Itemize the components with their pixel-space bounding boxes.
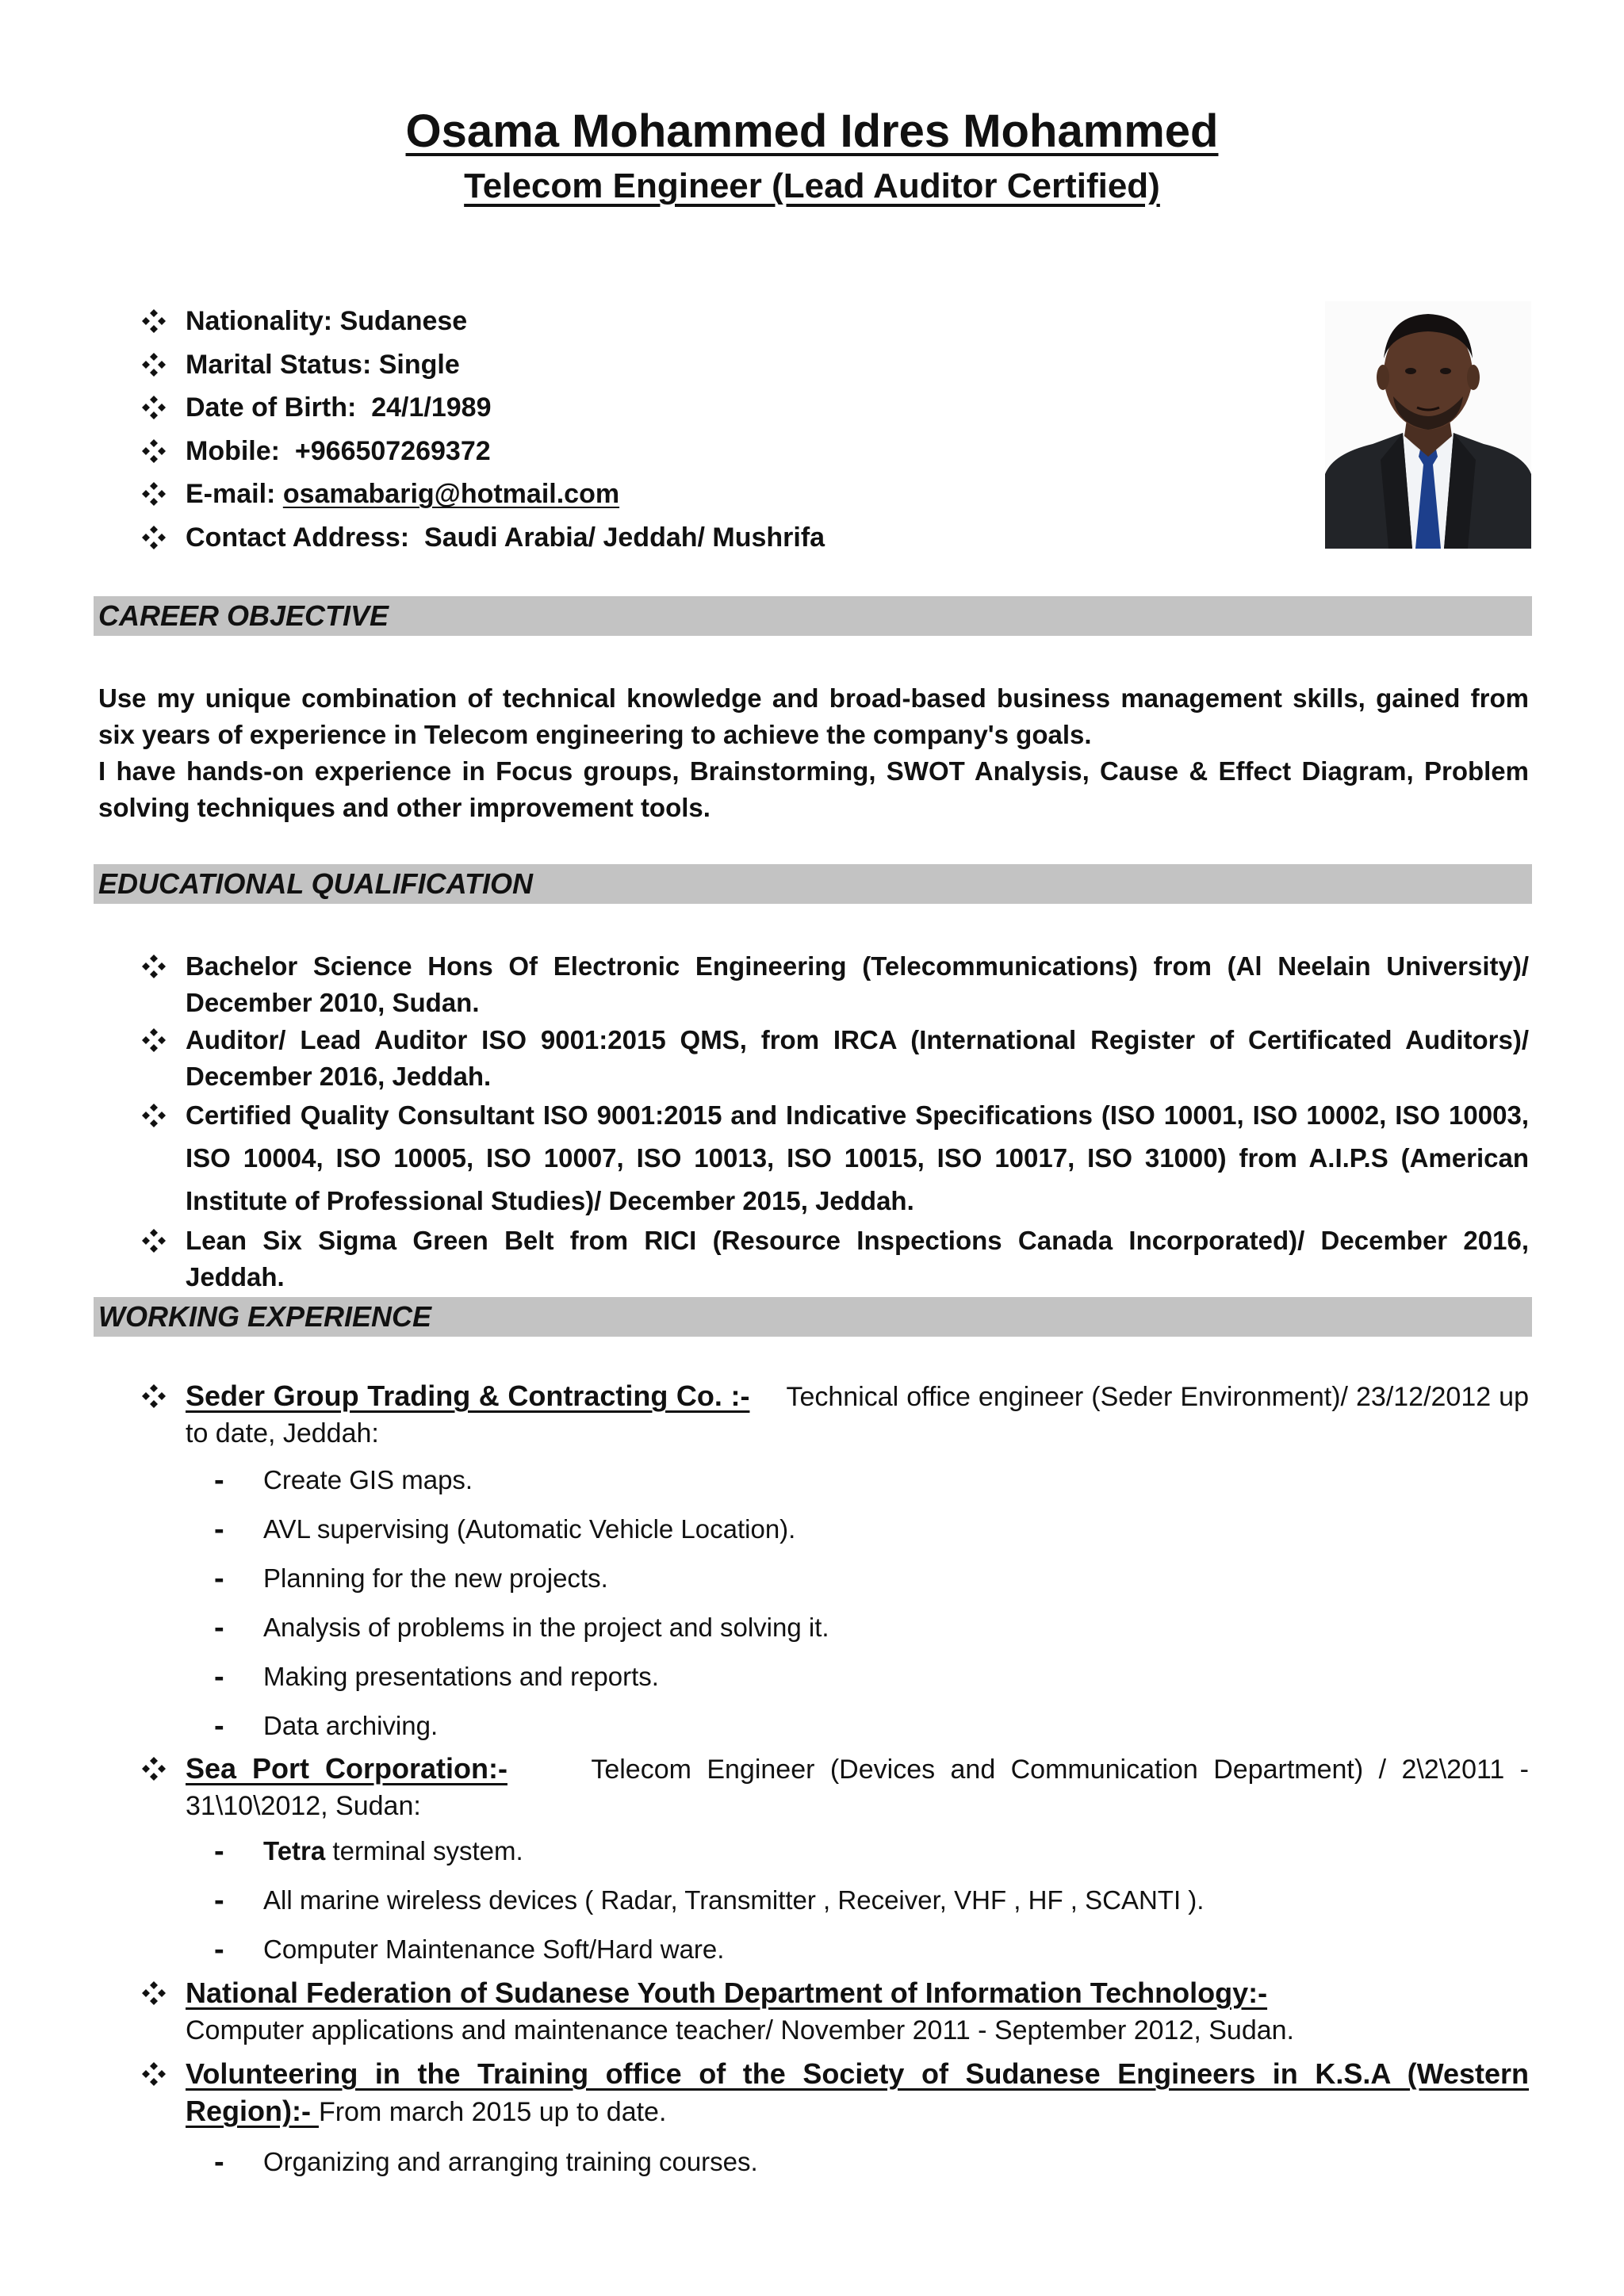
- career-objective-paragraph-1: Use my unique combination of technical knowledge and broad-based business management skills, gained from six years of experience in Telecom engineering to achieve the company's goals.: [98, 683, 1529, 749]
- resume-page: Osama Mohammed Idres Mohammed Telecom Engineer (Lead Auditor Certified) Nationality: Sudanese Marital Status: Single Date of Birth: 24/1/1989 Mobile: +966507269372 E-mail: osamabarig@hotmail.com Contact Address: Saudi Arabia/ Jeddah/ Mushrifa CAREER OBJECTIVE Use my unique combination of technical knowledge and broad-based business management skills, gained from six years of experience in Telecom engineering to achieve the company's goals. I have hands-on experience in Focus groups, Brainstorming, SWOT Analysis, Cause & Effect Diagram, Problem solving techniques and other improvement tools. EDUCATIONAL QUALIFICATION Bachelor Science Hons Of Electronic Engineering (Telecommunications) from (Al Neelain University)/ December 2010, Sudan. Auditor/ Lead Auditor ISO 9001:2015 QMS, from IRCA (International Register of Certificated Auditors)/ December 2016, Jeddah. Certified Quality Consultant ISO 9001:2015 and Indicative Specifications (ISO 10001, ISO 10002, ISO 10003, ISO 10004, ISO 10005, ISO 10007, ISO 10013, ISO 10015, ISO 10017, ISO 31000) from A.I.P.S (American Institute of Professional Studies)/ December 2015, Jeddah. Lean Six Sigma Green Belt from RICI (Resource Inspections Canada Incorporated)/ December 2016, Jeddah. WORKING EXPERIENCE Seder Group Trading & Contracting Co. :- Technical office engineer (Seder Environment)/ 23/12/2012 up to date, Jeddah: - Create GIS maps. - AVL supervising (Automatic Vehicle Location). - Planning for the new projects. - Analysis of problems in the project and solving it. - Making presentations and reports. - Data archiving. Sea Port Corporation:- Telecom Engineer (Devices and Communication Department) / 2\2\2011 - 31\10\2012, Sudan: - Tetra terminal system. - All marine wireless devices ( Radar, Transmitter , Receiver, VHF , HF , SCANTI ). - Computer Maintenance Soft/Hard ware. National Federation of Sudanese Youth Department of Information Technology:- Computer applications and maintenance teacher/ November 2011 - September 2012, Sudan. Volunteering in the Training office of the Society of Sudanese Engineers in K.S.A (Western Region):- From march 2015 up to date. - Organizing and arranging training courses.: [0, 0, 1624, 2296]
- diamond-bullet-icon: [141, 481, 167, 507]
- email-link[interactable]: osamabarig@hotmail.com: [282, 479, 620, 509]
- diamond-bullet-icon: [141, 1103, 167, 1128]
- portrait-image: [1325, 301, 1531, 549]
- info-contact-address: Contact Address: Saudi Arabia/ Jeddah/ Mushrifa: [141, 516, 825, 560]
- profile-photo: [1325, 301, 1531, 549]
- education-item: Bachelor Science Hons Of Electronic Engineering (Telecommunications) from (Al Neelain University)/ December 2010, Sudan.: [141, 948, 1529, 1021]
- diamond-bullet-icon: [141, 2061, 167, 2087]
- employer-name: Seder Group Trading & Contracting Co. :-: [186, 1380, 750, 1412]
- job-role: Computer applications and maintenance teacher/ November 2011 - September 2012, Sudan.: [186, 2015, 1295, 2045]
- experience-item: [141, 1751, 1529, 1824]
- candidate-name: Osama Mohammed Idres Mohammed: [405, 105, 1219, 157]
- job-role: From march 2015 up to date.: [318, 2097, 667, 2127]
- diamond-bullet-icon: [141, 1383, 167, 1409]
- diamond-bullet-icon: [141, 395, 167, 420]
- experience-item: [141, 2056, 1529, 2130]
- education-item: Auditor/ Lead Auditor ISO 9001:2015 QMS, from IRCA (International Register of Certificated Auditors)/ December 2016, Jeddah.: [141, 1022, 1529, 1095]
- education-item: Lean Six Sigma Green Belt from RICI (Resource Inspections Canada Incorporated)/ December 2016, Jeddah.: [141, 1223, 1529, 1295]
- info-email: E-mail: osamabarig@hotmail.com: [141, 473, 825, 516]
- employer-name: National Federation of Sudanese Youth Department of Information Technology:-: [186, 1976, 1268, 2009]
- employer-name: Sea Port Corporation:-: [186, 1752, 508, 1785]
- personal-info-list: [141, 300, 825, 559]
- diamond-bullet-icon: [141, 438, 167, 464]
- info-date-of-birth: Date of Birth: 24/1/1989: [141, 386, 825, 430]
- info-marital-status: Marital Status: Single: [141, 343, 825, 387]
- diamond-bullet-icon: [141, 954, 167, 979]
- education-item: Certified Quality Consultant ISO 9001:2015 and Indicative Specifications (ISO 10001, ISO 10002, ISO 10003, ISO 10004, ISO 10005, ISO 10007, ISO 10013, ISO 10015, ISO 10017, ISO 31000) from A.I.P.S (American Institute of Professional Studies)/ December 2015, Jeddah.: [141, 1094, 1529, 1223]
- diamond-bullet-icon: [141, 1228, 167, 1253]
- job-role: Technical office engineer (Seder Environment)/ 23/12/2012 up to date, Jeddah:: [186, 1382, 1529, 1448]
- info-mobile: Mobile: +966507269372: [141, 430, 825, 473]
- experience-item: [141, 1975, 1529, 2049]
- employer-name: Volunteering in the Training office of the Society of Sudanese Engineers in K.S.A (Western Region):-: [186, 2057, 1529, 2127]
- section-header-experience: WORKING EXPERIENCE: [94, 1297, 1532, 1337]
- diamond-bullet-icon: [141, 352, 167, 377]
- section-header-career-objective: CAREER OBJECTIVE: [94, 596, 1532, 636]
- diamond-bullet-icon: [141, 1980, 167, 2006]
- job-role: Telecom Engineer (Devices and Communication Department) / 2\2\2011 - 31\10\2012, Sudan:: [186, 1755, 1529, 1821]
- candidate-title: Telecom Engineer (Lead Auditor Certified): [464, 166, 1160, 205]
- diamond-bullet-icon: [141, 308, 167, 334]
- career-objective-paragraph-2: I have hands-on experience in Focus groups, Brainstorming, SWOT Analysis, Cause & Effect Diagram, Problem solving techniques and other improvement tools.: [98, 756, 1529, 822]
- diamond-bullet-icon: [141, 1756, 167, 1781]
- section-header-education: EDUCATIONAL QUALIFICATION: [94, 864, 1532, 904]
- diamond-bullet-icon: [141, 1027, 167, 1053]
- diamond-bullet-icon: [141, 525, 167, 550]
- info-nationality: Nationality: Sudanese: [141, 300, 825, 343]
- experience-item: [141, 1378, 1529, 1452]
